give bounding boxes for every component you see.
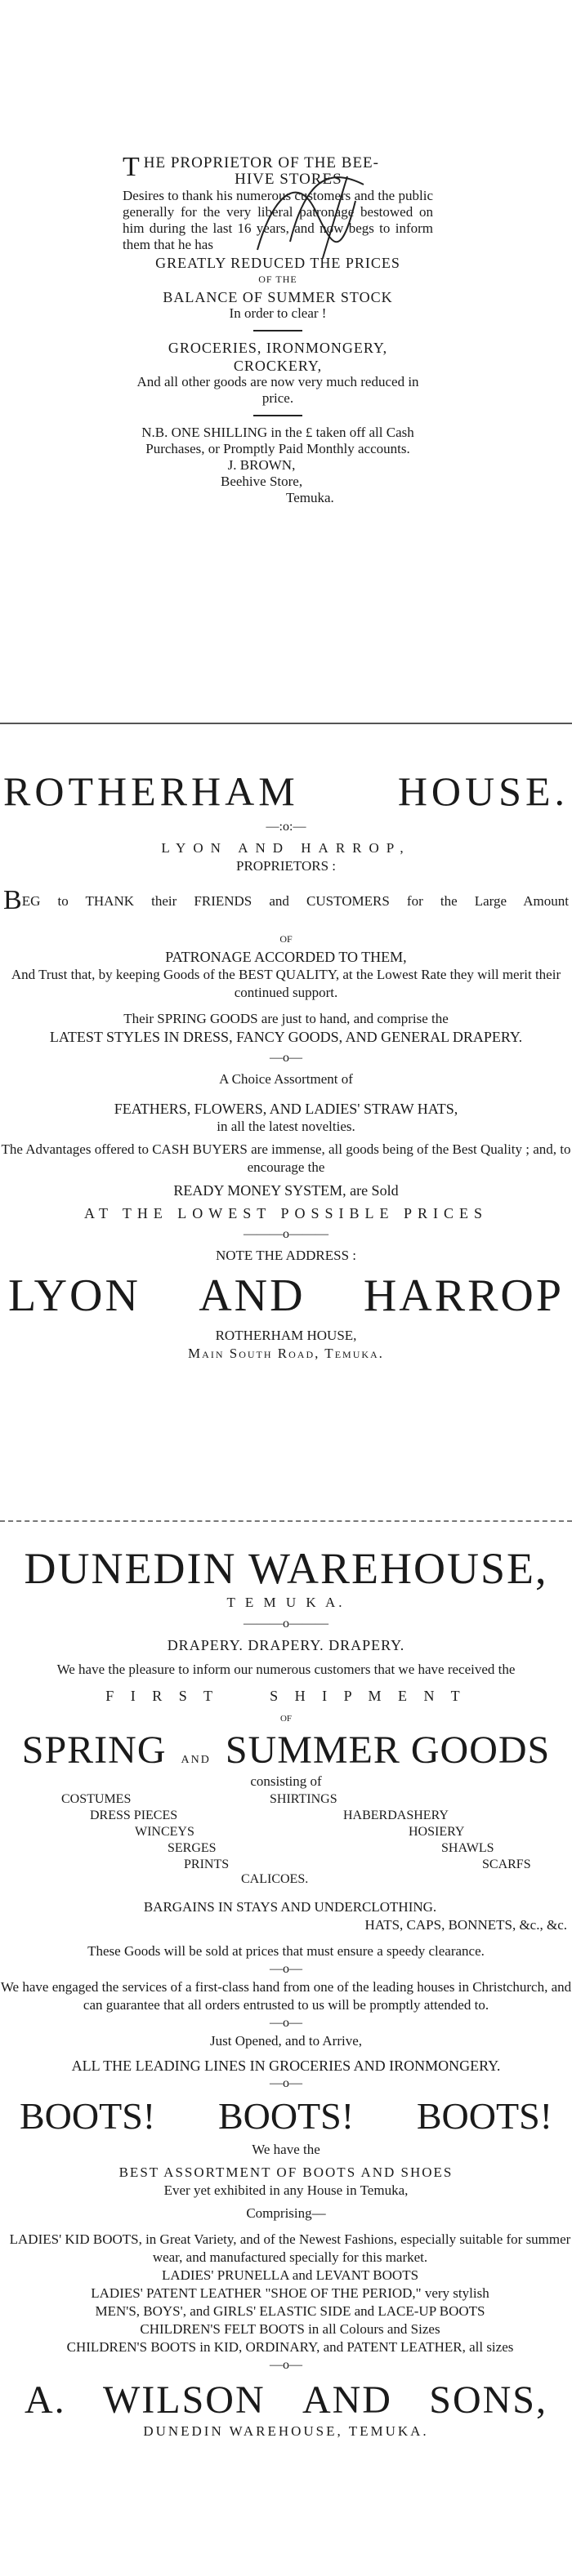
house-text: ROTHERHAM HOUSE,	[215, 1328, 357, 1343]
prunella-boots-text: LADIES' PRUNELLA and LEVANT BOOTS	[161, 2267, 419, 2283]
comprising-text: Comprising—	[246, 2205, 326, 2221]
trust-text: And Trust that, by keeping Goods of the BEST QUALITY, at the Lowest Rate they will merit their continued support.	[11, 967, 561, 1000]
other-goods-text: And all other goods are now very much reduced in price.	[136, 374, 419, 406]
leading-lines-text: ALL THE LEADING LINES IN GROCERIES AND IRONMONGERY.	[71, 2058, 501, 2074]
balance-text: BALANCE OF SUMMER STOCK	[163, 289, 393, 305]
ornament: —o—	[270, 1962, 302, 1976]
spring-goods-text: Their SPRING GOODS are just to hand, and comprise the	[123, 1011, 449, 1026]
ornament: ———o———	[244, 1617, 328, 1631]
address-text: Main South Road, Temuka.	[188, 1346, 384, 1361]
just-opened-text: Just Opened, and to Arrive,	[209, 2033, 363, 2049]
choice-text: A Choice Assortment of	[219, 1071, 353, 1087]
signature-town: Temuka.	[286, 490, 334, 505]
headline-text: HE PROPRIETOR OF THE BEE-	[143, 154, 379, 171]
of-text: OF	[279, 933, 293, 945]
list-item: CALICOES.	[241, 1872, 309, 1886]
proprietor-names: LYON AND HARROP,	[161, 840, 411, 856]
ornament: —o—	[270, 2016, 302, 2030]
advantages-text: The Advantages offered to CASH BUYERS are immense, all goods being of the Best Quality ; and, to encourage the	[1, 1141, 571, 1175]
list-item: SCARFS	[482, 1857, 531, 1871]
consisting-text: consisting of	[250, 1773, 322, 1789]
wilson-and-sons-banner	[25, 2378, 547, 2423]
column-separator	[0, 1520, 572, 1522]
boots-word: BOOTS!	[20, 2095, 156, 2137]
we-have-text: We have the	[252, 2142, 320, 2157]
felt-boots-text: CHILDREN'S FELT BOOTS in all Colours and Sizes	[140, 2321, 440, 2337]
footer-word: WILSON	[102, 2378, 266, 2422]
dunedin-warehouse-ad	[0, 1543, 572, 2440]
ever-yet-text: Ever yet exhibited in any House in Temuka,	[163, 2182, 409, 2198]
boots-word: BOOTS!	[217, 2095, 355, 2137]
column-separator	[0, 723, 572, 724]
intro-text: Desires to thank his numerous customers and the public generally for the very liberal patronage bestowed on him during the last 16 years, and now begs to inform them that he has	[123, 188, 433, 252]
ornament: —o—	[270, 1051, 302, 1065]
of-the-text: OF THE	[258, 274, 297, 285]
ornament: —o—	[270, 2358, 302, 2372]
beg-text: EG to THANK their FRIENDS and CUSTOMERS for the Large Amount	[21, 893, 569, 909]
handwritten-mark-icon	[241, 160, 380, 274]
drop-cap: B	[3, 885, 22, 915]
footer-word: AND	[302, 2378, 392, 2422]
title-word-house: HOUSE.	[397, 768, 569, 814]
childrens-boots-text: CHILDREN'S BOOTS in KID, ORDINARY, and PATENT LEATHER, all sizes	[66, 2339, 514, 2355]
signature-name: J. BROWN,	[227, 457, 296, 473]
dunedin-title: DUNEDIN WAREHOUSE,	[24, 1544, 548, 1593]
reduced-prices-text: GREATLY REDUCED THE PRICES	[155, 255, 400, 271]
list-item: HOSIERY	[409, 1825, 465, 1839]
best-assortment-text: BEST ASSORTMENT OF BOOTS AND SHOES	[118, 2164, 454, 2180]
town-text: T E M U K A.	[226, 1595, 346, 1610]
boots-banner	[20, 2094, 552, 2138]
ornament: —:o:—	[266, 820, 306, 834]
novelties-text: in all the latest novelties.	[217, 1119, 355, 1134]
groceries-text: GROCERIES, IRONMONGERY,	[168, 340, 388, 356]
patent-leather-text: LADIES' PATENT LEATHER "SHOE OF THE PERIOD," very stylish	[91, 2285, 489, 2301]
these-goods-text: These Goods will be sold at prices that must ensure a speedy clearance.	[87, 1943, 485, 1959]
of-text: OF	[279, 1714, 293, 1724]
ready-money-text: READY MONEY SYSTEM, are Sold	[173, 1182, 399, 1199]
short-rule	[253, 330, 302, 331]
list-item: SHIRTINGS	[270, 1792, 337, 1806]
list-item: WINCEYS	[135, 1825, 194, 1839]
drop-cap: T	[123, 152, 141, 182]
banner-word: AND	[199, 1270, 306, 1321]
nb-text: N.B. ONE SHILLING in the £ taken off all Cash Purchases, or Promptly Paid Monthly accounts.	[141, 425, 414, 456]
summer-goods-word: SUMMER GOODS	[225, 1728, 551, 1772]
spring-summer-goods-banner	[0, 1728, 572, 1773]
banner-word: LYON	[8, 1270, 141, 1321]
list-item: PRINTS	[184, 1857, 230, 1871]
boots-word: BOOTS!	[416, 2095, 552, 2137]
list-item: COSTUMES	[61, 1792, 132, 1806]
rotherham-title	[3, 767, 569, 815]
and-word: AND	[181, 1754, 211, 1766]
lyon-and-harrop-banner	[8, 1270, 564, 1322]
footer-word: SONS,	[429, 2378, 547, 2422]
signature-store: Beehive Store,	[221, 474, 303, 489]
list-item: HABERDASHERY	[343, 1809, 449, 1822]
banner-word: HARROP	[363, 1270, 564, 1321]
lowest-prices-text: AT THE LOWEST POSSIBLE PRICES	[83, 1205, 489, 1221]
spring-word: SPRING	[21, 1728, 167, 1772]
footer-word: A.	[25, 2378, 66, 2422]
rotherham-house-ad	[0, 767, 572, 1363]
crockery-text: CROCKERY,	[233, 358, 323, 374]
ornament: ———o———	[244, 1227, 328, 1241]
bargains-text: BARGAINS IN STAYS AND UNDERCLOTHING.	[143, 1899, 437, 1915]
hats-text: HATS, CAPS, BONNETS, &c., &c.	[364, 1917, 567, 1933]
beg-line	[0, 885, 572, 916]
proprietors-label: PROPRIETORS :	[235, 858, 337, 874]
patronage-text: PATRONAGE ACCORDED TO THEM,	[165, 949, 407, 965]
headline-line2: HIVE STORES	[235, 171, 342, 188]
latest-styles-text: LATEST STYLES IN DRESS, FANCY GOODS, AND GENERAL DRAPERY.	[49, 1029, 523, 1045]
mens-boots-text: MEN'S, BOYS', and GIRLS' ELASTIC SIDE and LACE-UP BOOTS	[95, 2303, 485, 2319]
drapery-text: DRAPERY. DRAPERY. DRAPERY.	[167, 1637, 405, 1653]
short-rule	[253, 415, 302, 416]
engaged-text: We have engaged the services of a first-class hand from one of the leading houses in Christchurch, and can guarantee that all orders entrusted to us will be promptly attended to.	[0, 1979, 572, 2013]
list-item: SERGES	[168, 1841, 217, 1855]
title-word-rotherham: ROTHERHAM	[3, 768, 299, 814]
feathers-text: FEATHERS, FLOWERS, AND LADIES' STRAW HATS,	[114, 1101, 458, 1117]
list-item: DRESS PIECES	[90, 1809, 178, 1822]
goods-list	[0, 1791, 572, 1887]
ornament: —o—	[270, 2076, 302, 2090]
kid-boots-text: LADIES' KID BOOTS, in Great Variety, and of the Newest Fashions, especially suitable for summer wear, and manufactured specially for this market.	[9, 2231, 571, 2265]
clear-text: In order to clear !	[229, 305, 327, 321]
pleasure-text: We have the pleasure to inform our numerous customers that we have received the	[56, 1662, 516, 1677]
list-item: SHAWLS	[441, 1841, 494, 1855]
footer-address: DUNEDIN WAREHOUSE, TEMUKA.	[143, 2423, 429, 2439]
note-address-text: NOTE THE ADDRESS :	[215, 1248, 357, 1263]
first-shipment-text: F I R S T S H I P M E N T	[105, 1688, 467, 1704]
